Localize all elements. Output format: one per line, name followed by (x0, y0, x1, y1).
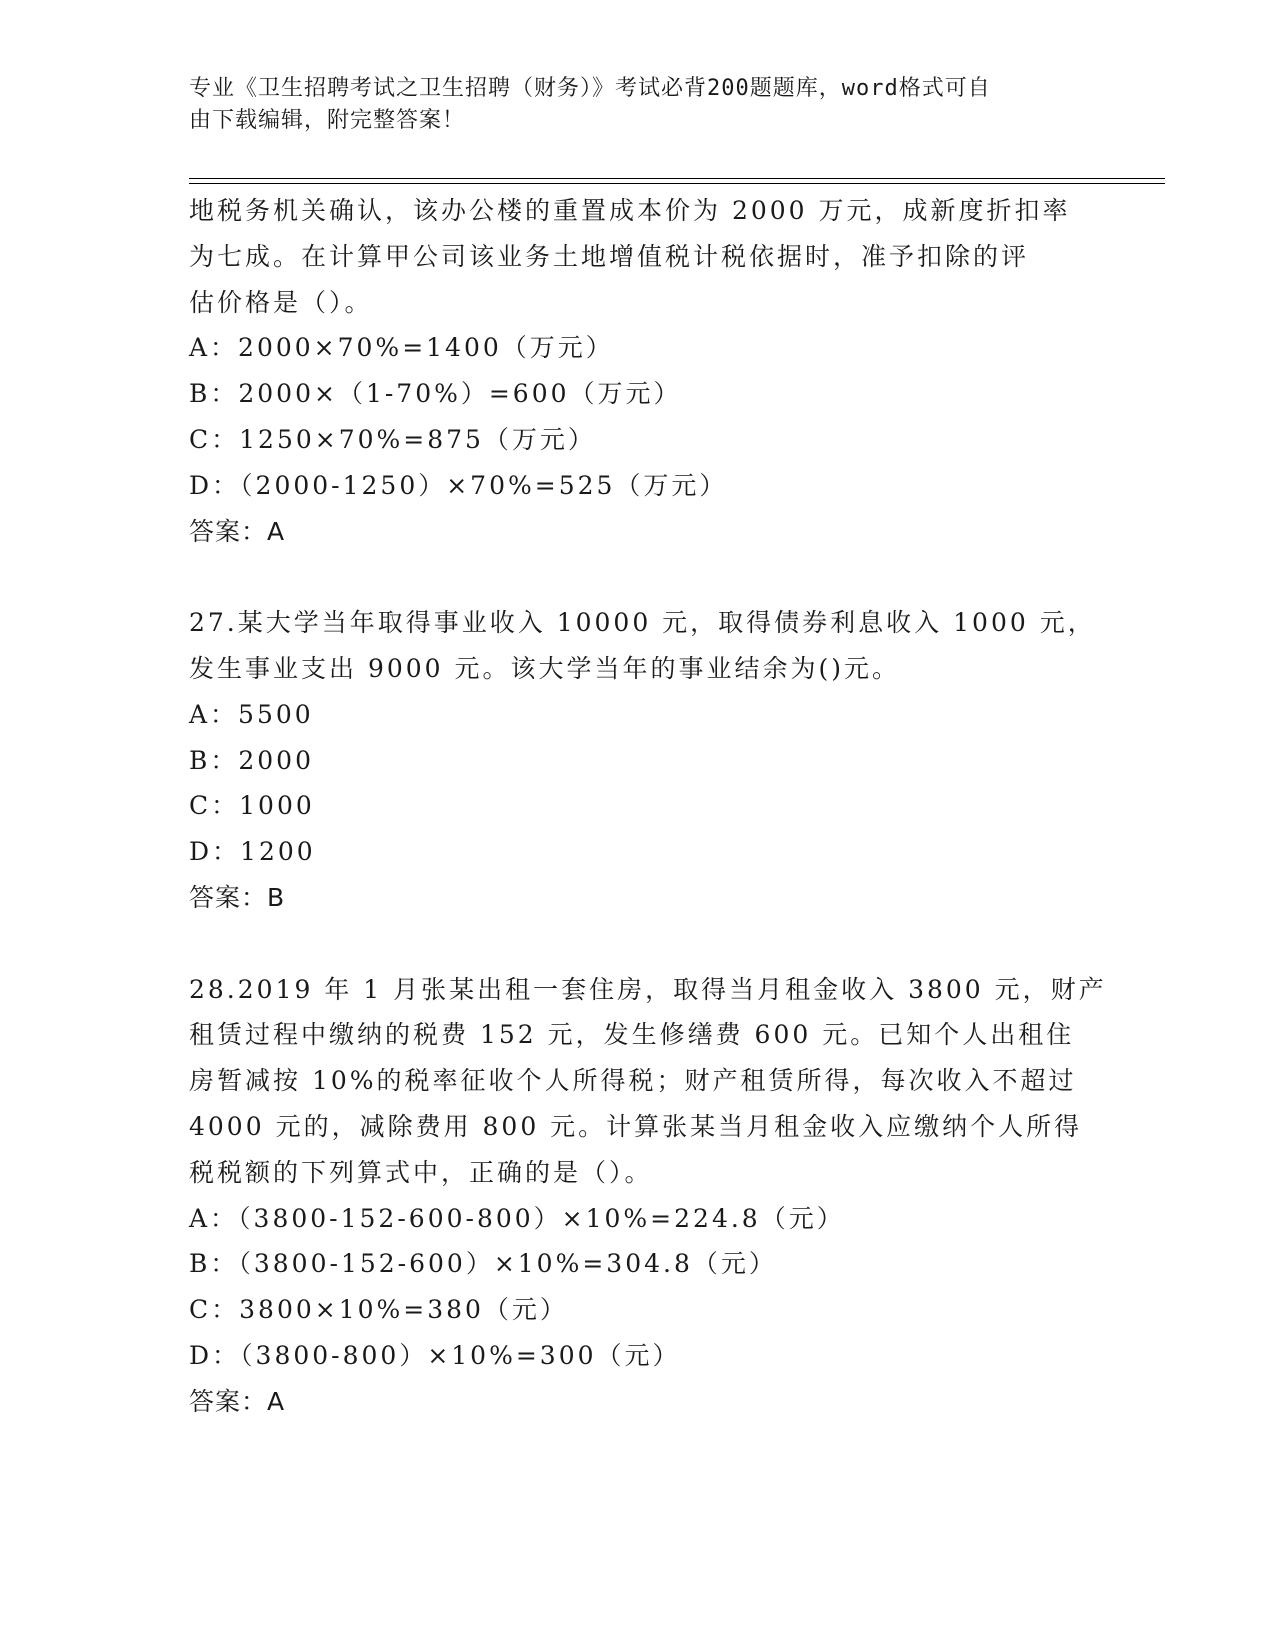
option-b: B：2000×（1-70%）=600（万元） (189, 379, 682, 409)
answer: 答案：A (189, 1386, 286, 1416)
document-header (189, 73, 1089, 137)
question-28 (189, 967, 1107, 1425)
document-body (189, 188, 1107, 1425)
question-text-line: 4000 元的，减除费用 800 元。计算张某当月租金收入应缴纳个人所得 (189, 1111, 1083, 1141)
question-spacer (189, 554, 1089, 600)
option-c: C：1250×70%=875（万元） (189, 424, 596, 454)
question-text-line: 发生事业支出 9000 元。该大学当年的事业结余为()元。 (189, 653, 901, 683)
question-spacer (189, 921, 1089, 967)
question-text-line: 税税额的下列算式中，正确的是（）。 (189, 1157, 653, 1187)
question-27 (189, 600, 1096, 921)
header-line-2: 由下载编辑，附完整答案！ (189, 108, 466, 133)
option-b: B：（3800-152-600）×10%=304.8（元） (189, 1249, 777, 1279)
option-c: C：1000 (189, 791, 315, 821)
question-text-line: 房暂减按 10%的税率征收个人所得税；财产租赁所得，每次收入不超过 (189, 1066, 1077, 1096)
option-b: B：2000 (189, 745, 314, 775)
question-text-line: 估价格是（）。 (189, 287, 373, 317)
answer: 答案：A (189, 516, 286, 546)
option-a: A：5500 (189, 699, 314, 729)
question-26 (189, 188, 1089, 554)
option-d: D：（2000-1250）×70%=525（万元） (189, 470, 728, 500)
option-a: A：2000×70%=1400（万元） (189, 333, 614, 363)
answer: 答案：B (189, 882, 286, 912)
option-c: C：3800×10%=380（元） (189, 1295, 568, 1325)
question-text-line: 28.2019 年 1 月张某出租一套住房，取得当月租金收入 3800 元，财产 (189, 974, 1107, 1004)
option-a: A：（3800-152-600-800）×10%=224.8（元） (189, 1203, 845, 1233)
question-text-line: 27.某大学当年取得事业收入 10000 元，取得债券利息收入 1000 元， (189, 608, 1096, 638)
question-text-line: 为七成。在计算甲公司该业务土地增值税计税依据时，准予扣除的评 (189, 241, 1030, 271)
option-d: D：（3800-800）×10%=300（元） (189, 1340, 681, 1370)
option-d: D：1200 (189, 837, 316, 867)
header-divider-top (189, 178, 1165, 179)
question-text-line: 租赁过程中缴纳的税费 152 元，发生修缮费 600 元。已知个人出租住 (189, 1020, 1075, 1050)
header-divider-bottom (189, 183, 1165, 184)
question-text-line: 地税务机关确认，该办公楼的重置成本价为 2000 万元，成新度折扣率 (189, 196, 1071, 225)
header-line-1: 专业《卫生招聘考试之卫生招聘（财务）》考试必背200题题库，word格式可自 (189, 76, 991, 101)
